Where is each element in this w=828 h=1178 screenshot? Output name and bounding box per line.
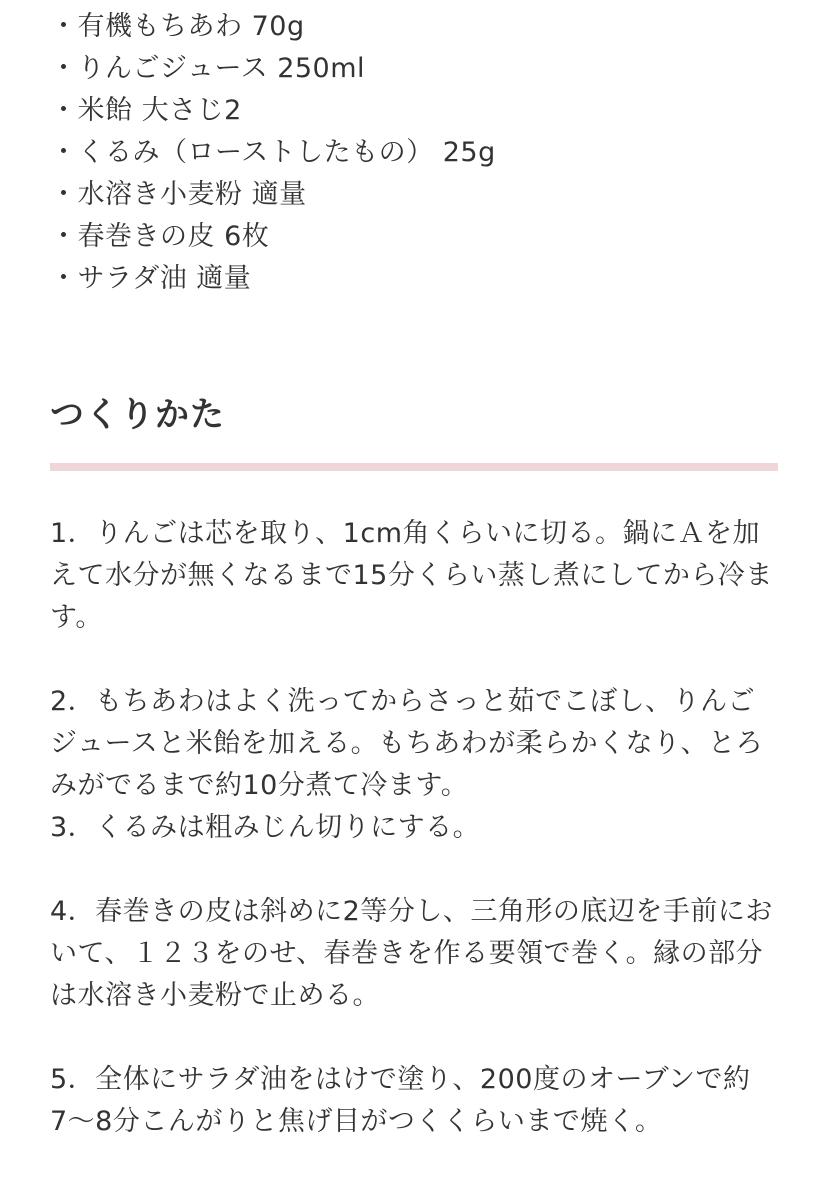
step-1: 1．りんごは芯を取り、1cm角くらいに切る。鍋にＡを加えて水分が無くなるまで15分くらい蒸し煮にしてから冷ます。 [50, 518, 773, 633]
step-4: 4．春巻きの皮は斜めに2等分し、三角形の底辺を手前において、１２３をのせ、春巻きを作る要領で巻く。縁の部分は水溶き小麦粉で止める。 [50, 896, 773, 1011]
step-3: 3．くるみは粗みじん切りにする。 [50, 812, 481, 843]
ingredient-list [50, 0, 778, 300]
step-5: 5．全体にサラダ油をはけで塗り、200度のオーブンで約7〜8分こんがりと焦げ目がつくくらいまで焼く。 [50, 1064, 751, 1137]
ingredient-item: ・りんごジュース 250ml [50, 53, 366, 84]
ingredient-item: ・有機もちあわ 70g [50, 11, 305, 42]
section-divider [50, 463, 778, 471]
section-title: つくりかた [50, 395, 225, 435]
ingredient-item: ・米飴 大さじ2 [50, 95, 242, 126]
ingredient-item: ・くるみ（ローストしたもの） 25g [50, 137, 496, 168]
instruction-steps [50, 513, 778, 1143]
ingredient-item: ・サラダ油 適量 [50, 263, 252, 294]
step-2: 2．もちあわはよく洗ってからさっと茹でこぼし、りんごジュースと米飴を加える。もちあわが柔らかくなり、とろみがでるまで約10分煮て冷ます。 [50, 686, 764, 801]
ingredient-item: ・春巻きの皮 6枚 [50, 221, 270, 252]
ingredient-item: ・水溶き小麦粉 適量 [50, 179, 307, 210]
